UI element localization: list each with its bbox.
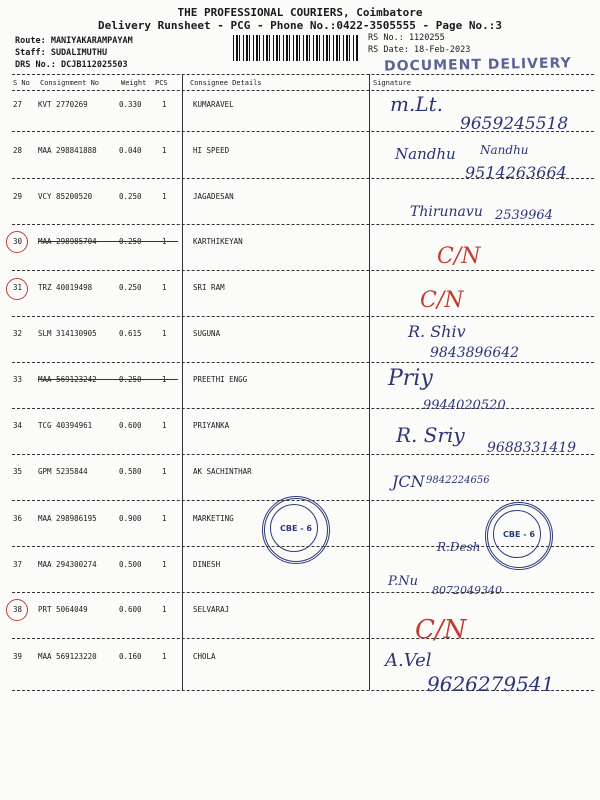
col-divider-consignee bbox=[182, 74, 183, 690]
row-sno: 34 bbox=[13, 421, 23, 430]
header-top-rule bbox=[12, 74, 594, 75]
company-seal bbox=[262, 496, 330, 564]
row-pcs: 1 bbox=[162, 514, 167, 523]
row-consignment: MAA 298986195 bbox=[38, 514, 97, 523]
strike-mark bbox=[38, 241, 178, 242]
col-header-pcs: PCS bbox=[155, 79, 168, 87]
row-consignment: TCG 40394961 bbox=[38, 421, 93, 430]
row-pcs: 1 bbox=[162, 605, 167, 614]
row-pcs: 1 bbox=[162, 560, 167, 569]
row-consignee: JAGADESAN bbox=[193, 192, 234, 201]
row-consignment: GPM 5235844 bbox=[38, 467, 88, 476]
handwritten-signature: JCN bbox=[392, 472, 425, 491]
handwritten-signature: Thirunavu bbox=[410, 204, 483, 220]
rs-number: RS No.: 1120255 bbox=[368, 33, 445, 43]
col-header-sno: S No bbox=[13, 79, 30, 87]
col-header-weight: Weight bbox=[121, 79, 147, 87]
handwritten-phone: 9659245518 bbox=[460, 114, 569, 134]
row-pcs: 1 bbox=[162, 329, 167, 338]
cn-mark: C/N bbox=[420, 288, 464, 313]
row-weight: 0.600 bbox=[119, 605, 142, 614]
row-consignee: PRIYANKA bbox=[193, 421, 230, 430]
row-sno: 31 bbox=[13, 283, 23, 292]
row-consignment: MAA 569123220 bbox=[38, 652, 97, 661]
row-pcs: 1 bbox=[162, 375, 167, 384]
row-consignee: SUGUNA bbox=[193, 329, 221, 338]
handwritten-signature: Priy bbox=[388, 366, 433, 391]
red-circle-mark bbox=[6, 231, 28, 253]
row-sno: 30 bbox=[13, 237, 23, 246]
seal-text: CBE - 6 bbox=[503, 530, 535, 539]
red-circle-mark bbox=[6, 599, 28, 621]
row-weight: 0.330 bbox=[119, 100, 142, 109]
row-weight: 0.250 bbox=[119, 237, 142, 246]
row-consignee: AK SACHINTHAR bbox=[193, 467, 252, 476]
staff-label: Staff: SUDALIMUTHU bbox=[15, 48, 108, 58]
document-delivery-stamp: DOCUMENT DELIVERY bbox=[383, 55, 572, 75]
row-rule bbox=[12, 408, 594, 409]
row-rule bbox=[12, 638, 594, 639]
row-consignment: VCY 85200520 bbox=[38, 192, 93, 201]
row-pcs: 1 bbox=[162, 652, 167, 661]
row-sno: 36 bbox=[13, 514, 23, 523]
row-pcs: 1 bbox=[162, 192, 167, 201]
handwritten-signature: Nandhu bbox=[395, 145, 456, 163]
row-sno: 32 bbox=[13, 329, 23, 338]
row-weight: 0.580 bbox=[119, 467, 142, 476]
handwritten-phone: 9843896642 bbox=[430, 345, 520, 361]
row-consignment: MAA 294300274 bbox=[38, 560, 97, 569]
col-divider-signature bbox=[369, 74, 370, 690]
drs-label: DRS No.: DCJB112025503 bbox=[15, 60, 128, 70]
barcode-image bbox=[233, 35, 359, 61]
row-weight: 0.250 bbox=[119, 375, 142, 384]
row-rule bbox=[12, 362, 594, 363]
row-sno: 29 bbox=[13, 192, 23, 201]
company-seal bbox=[485, 502, 553, 570]
row-sno: 35 bbox=[13, 467, 23, 476]
header-bottom-rule bbox=[12, 90, 594, 91]
row-consignee: MARKETING bbox=[193, 514, 234, 523]
row-sno: 38 bbox=[13, 605, 23, 614]
cn-mark: C/N bbox=[415, 615, 467, 645]
cn-mark: C/N bbox=[437, 244, 481, 269]
handwritten-signature: R. Shiv bbox=[408, 322, 466, 341]
handwritten-signature: A.Vel bbox=[385, 650, 432, 671]
handwritten-phone: 9626279541 bbox=[427, 672, 555, 696]
handwritten-phone: 8072049340 bbox=[432, 584, 502, 597]
row-consignment: PRT 5064049 bbox=[38, 605, 88, 614]
row-pcs: 1 bbox=[162, 237, 167, 246]
seal-text: CBE - 6 bbox=[280, 524, 312, 533]
row-weight: 0.250 bbox=[119, 283, 142, 292]
handwritten-signature: m.Lt. bbox=[390, 92, 443, 116]
row-sno: 28 bbox=[13, 146, 23, 155]
row-consignee: PREETHI ENGG bbox=[193, 375, 248, 384]
row-consignment: MAA 298841888 bbox=[38, 146, 97, 155]
company-title: THE PROFESSIONAL COURIERS, Coimbatore bbox=[177, 6, 423, 19]
handwritten-phone: 9514263664 bbox=[465, 163, 567, 182]
handwritten-phone: 2539964 bbox=[495, 208, 553, 223]
row-sno: 27 bbox=[13, 100, 23, 109]
handwritten-signature: Nandhu bbox=[480, 143, 529, 157]
row-weight: 0.900 bbox=[119, 514, 142, 523]
row-sno: 33 bbox=[13, 375, 23, 384]
row-sno: 37 bbox=[13, 560, 23, 569]
col-header-consignment: Consignment No bbox=[40, 79, 100, 87]
row-consignee: CHOLA bbox=[193, 652, 216, 661]
row-pcs: 1 bbox=[162, 100, 167, 109]
row-weight: 0.600 bbox=[119, 421, 142, 430]
route-label: Route: MANIYAKARAMPAYAM bbox=[15, 36, 133, 46]
row-consignment: KVT 2770269 bbox=[38, 100, 88, 109]
row-consignee: SELVARAJ bbox=[193, 605, 230, 614]
row-rule bbox=[12, 270, 594, 271]
handwritten-phone: 9842224656 bbox=[426, 475, 490, 486]
row-pcs: 1 bbox=[162, 421, 167, 430]
rs-date: RS Date: 18-Feb-2023 bbox=[368, 45, 471, 55]
row-weight: 0.040 bbox=[119, 146, 142, 155]
row-weight: 0.615 bbox=[119, 329, 142, 338]
row-pcs: 1 bbox=[162, 146, 167, 155]
row-sno: 39 bbox=[13, 652, 23, 661]
strike-mark bbox=[38, 379, 178, 380]
row-weight: 0.160 bbox=[119, 652, 142, 661]
row-rule bbox=[12, 316, 594, 317]
row-weight: 0.250 bbox=[119, 192, 142, 201]
row-consignee: KUMARAVEL bbox=[193, 100, 234, 109]
row-consignment: SLM 314130905 bbox=[38, 329, 97, 338]
row-consignment: MAA 569123242 bbox=[38, 375, 97, 384]
row-consignee: SRI RAM bbox=[193, 283, 225, 292]
row-consignee: DINESH bbox=[193, 560, 221, 569]
row-consignee: HI SPEED bbox=[193, 146, 230, 155]
row-rule bbox=[12, 224, 594, 225]
col-header-consignee: Consignee Details bbox=[190, 79, 262, 87]
row-consignee: KARTHIKEYAN bbox=[193, 237, 243, 246]
col-header-signature: Signature bbox=[373, 79, 411, 87]
row-pcs: 1 bbox=[162, 283, 167, 292]
handwritten-signature: R.Desh bbox=[437, 540, 481, 554]
row-pcs: 1 bbox=[162, 467, 167, 476]
handwritten-signature: R. Sriy bbox=[396, 423, 465, 447]
row-consignment: TRZ 40019498 bbox=[38, 283, 93, 292]
runsheet-subtitle: Delivery Runsheet - PCG - Phone No.:0422-3505555 - Page No.:3 bbox=[98, 19, 502, 32]
handwritten-phone: 9944020520 bbox=[423, 398, 506, 413]
red-circle-mark bbox=[6, 278, 28, 300]
handwritten-signature: P.Nu bbox=[388, 574, 418, 589]
handwritten-phone: 9688331419 bbox=[487, 440, 577, 456]
row-rule bbox=[12, 592, 594, 593]
row-consignment: MAA 298985704 bbox=[38, 237, 97, 246]
row-weight: 0.500 bbox=[119, 560, 142, 569]
